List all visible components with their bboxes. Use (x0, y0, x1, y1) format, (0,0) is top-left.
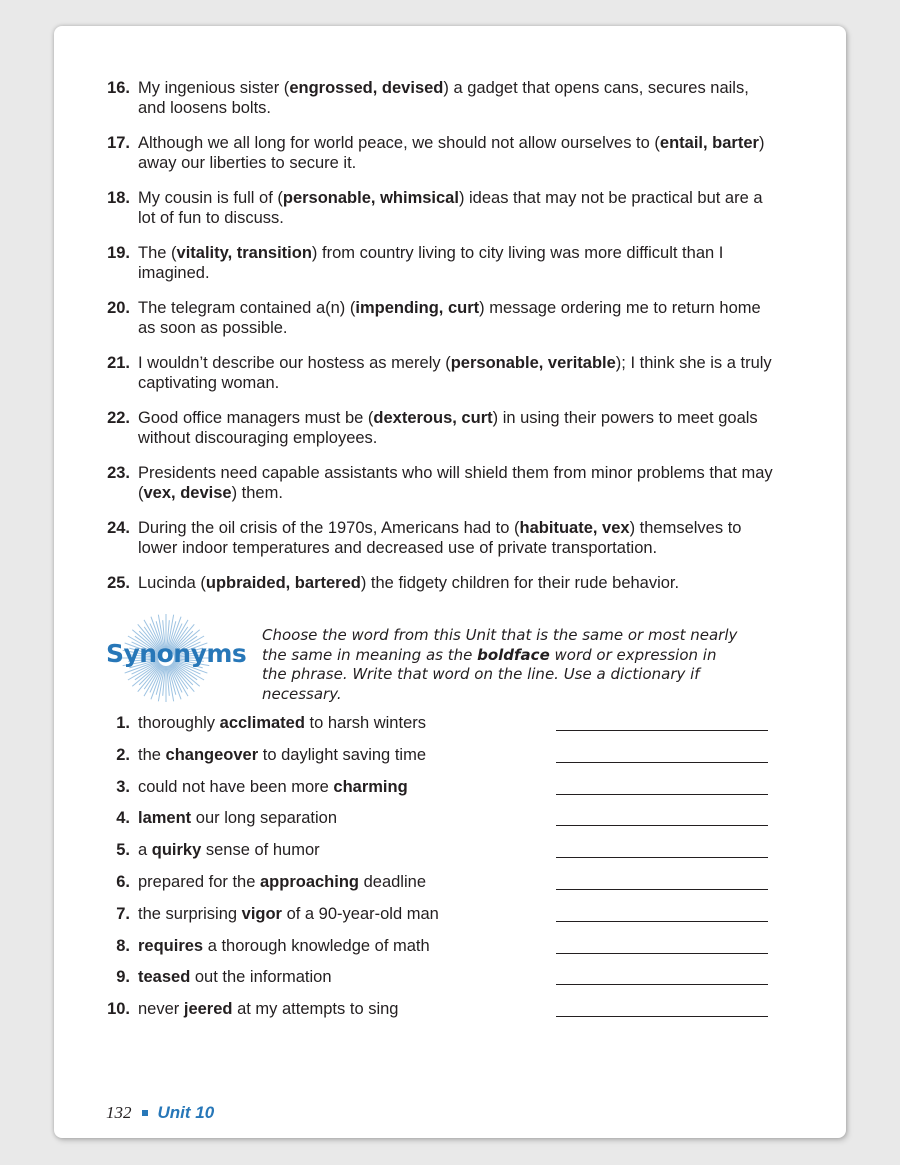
answer-line[interactable] (556, 825, 768, 826)
item-number: 1. (116, 714, 130, 732)
item-phrase: the changeover to daylight saving time (138, 745, 426, 764)
item-phrase: never jeered at my attempts to sing (138, 1000, 399, 1019)
word-choices[interactable]: vex, devise (143, 484, 232, 502)
list-item (104, 133, 774, 173)
list-item (104, 408, 774, 448)
list-item (104, 353, 774, 393)
answer-line[interactable] (556, 921, 768, 922)
workbook-page (54, 26, 846, 1138)
item-phrase: lament our long separation (138, 809, 338, 828)
synonyms-section-header (104, 614, 804, 704)
item-number: 22. (107, 409, 130, 427)
item-text: Lucinda (upbraided, bartered) the fidgety children for their rude behavior. (138, 574, 680, 592)
item-number: 9. (116, 968, 130, 987)
list-item (104, 243, 774, 283)
answer-line[interactable] (556, 794, 768, 795)
list-item (104, 463, 774, 503)
page-footer (106, 1103, 214, 1123)
word-choices[interactable]: dexterous, curt (373, 409, 493, 427)
list-item (104, 298, 774, 338)
item-text: During the oil crisis of the 1970s, Americans had to (habituate, vex) themselves to lower indoor temperatures and decreased use of private transportation. (138, 519, 742, 557)
item-phrase: could not have been more charming (138, 777, 408, 796)
bullet-square-icon (142, 1110, 148, 1116)
item-text: I wouldn’t describe our hostess as merely (personable, veritable); I think she is a truly captivating woman. (138, 354, 772, 392)
item-phrase: teased out the information (138, 968, 332, 987)
list-item (104, 937, 784, 969)
item-text: The (vitality, transition) from country living to city living was more difficult than I imagined. (138, 244, 724, 282)
answer-line[interactable] (556, 730, 768, 731)
item-number: 20. (107, 299, 130, 317)
item-phrase: a quirky sense of humor (138, 841, 320, 860)
answer-line[interactable] (556, 1016, 768, 1017)
item-number: 21. (107, 354, 130, 372)
list-item (104, 778, 784, 810)
list-item (104, 746, 784, 778)
item-number: 18. (107, 189, 130, 207)
item-number: 25. (107, 574, 130, 592)
answer-line[interactable] (556, 953, 768, 954)
list-item (104, 78, 774, 118)
list-item (104, 968, 784, 1000)
item-text: Good office managers must be (dexterous, curt) in using their powers to meet goals without discouraging employees. (138, 409, 758, 447)
word-choices[interactable]: habituate, vex (519, 519, 630, 537)
answer-line[interactable] (556, 762, 768, 763)
word-choices[interactable]: entail, barter (659, 134, 759, 152)
item-number: 24. (107, 519, 130, 537)
synonyms-instructions: Choose the word from this Unit that is the same or most nearly the same in meaning as the boldface word or expression in the phrase. Write that word on the line. Use a dictionary if necessary. (262, 626, 738, 703)
word-choices[interactable]: vitality, transition (176, 244, 312, 262)
item-number: 5. (116, 841, 130, 860)
word-choices[interactable]: upbraided, bartered (205, 574, 361, 592)
list-item (104, 573, 774, 593)
word-choices[interactable]: personable, veritable (450, 354, 616, 372)
item-phrase: thoroughly acclimated to harsh winters (138, 714, 426, 732)
item-phrase: requires a thorough knowledge of math (138, 936, 430, 955)
item-text: Presidents need capable assistants who will shield them from minor problems that may (vex, devise) them. (138, 464, 773, 502)
item-number: 8. (116, 936, 130, 955)
item-number: 16. (107, 79, 130, 97)
item-number: 23. (107, 464, 130, 482)
list-item (104, 873, 784, 905)
answer-line[interactable] (556, 889, 768, 890)
list-item (104, 905, 784, 937)
item-number: 2. (116, 745, 130, 764)
answer-line[interactable] (556, 984, 768, 985)
list-item (104, 714, 784, 746)
item-number: 19. (107, 244, 130, 262)
synonyms-list (104, 714, 784, 1032)
list-item (104, 841, 784, 873)
item-phrase: the surprising vigor of a 90-year-old man (138, 904, 439, 923)
word-choices[interactable]: engrossed, devised (289, 79, 444, 97)
list-item (104, 809, 784, 841)
word-choices[interactable]: personable, whimsical (282, 189, 459, 207)
item-text: My cousin is full of (personable, whimsical) ideas that may not be practical but are a lot of fun to discuss. (138, 189, 763, 227)
item-phrase: prepared for the approaching deadline (138, 872, 426, 891)
item-text: Although we all long for world peace, we should not allow ourselves to (entail, barter) away our liberties to secure it. (138, 134, 765, 172)
item-number: 3. (116, 777, 130, 796)
list-item (104, 188, 774, 228)
word-choices[interactable]: impending, curt (355, 299, 480, 317)
item-number: 7. (116, 904, 130, 923)
synonyms-title: Synonyms (106, 639, 247, 668)
sentence-completion-list (104, 78, 774, 608)
list-item (104, 518, 774, 558)
item-number: 10. (107, 1000, 130, 1019)
item-number: 17. (107, 134, 130, 152)
item-number: 6. (116, 872, 130, 891)
answer-line[interactable] (556, 857, 768, 858)
unit-label: Unit 10 (157, 1103, 215, 1122)
page-number: 132 (106, 1103, 132, 1122)
item-text: My ingenious sister (engrossed, devised) a gadget that opens cans, secures nails, and loosens bolts. (138, 79, 749, 117)
item-number: 4. (116, 809, 130, 828)
list-item (104, 1000, 784, 1032)
item-text: The telegram contained a(n) (impending, curt) message ordering me to return home as soon as possible. (138, 299, 761, 337)
